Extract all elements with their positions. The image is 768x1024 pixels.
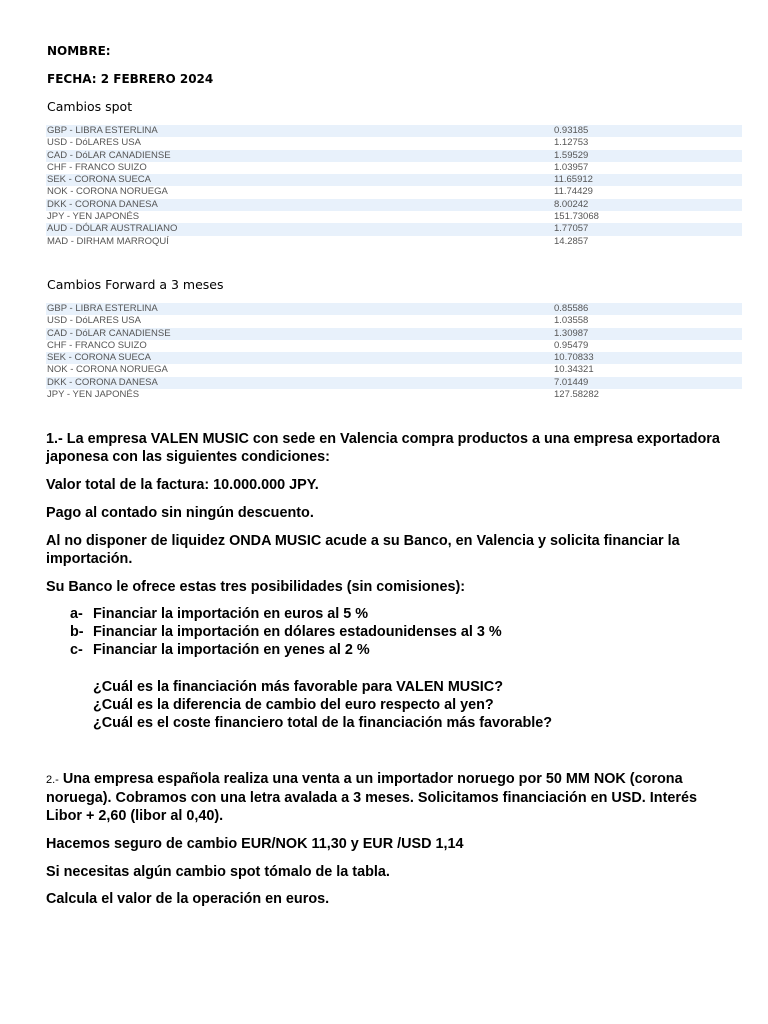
rate-cell: 151.73068 [554,211,599,223]
rate-cell: 1.03558 [554,315,589,327]
exercise1-payment: Pago al contado sin ningún descuento. [46,505,314,521]
currency-cell: DKK - CORONA DANESA [46,377,553,389]
option-marker: a- [70,606,83,622]
rate-row [46,236,742,248]
rate-row [46,223,742,235]
rate-row [46,174,742,186]
exercise1-invoice: Valor total de la factura: 10.000.000 JPY. [46,477,319,493]
rate-row [46,211,742,223]
currency-cell: MAD - DIRHAM MARROQUÍ [47,235,169,247]
currency-cell: SEK - CORONA SUECA [46,174,553,186]
rate-row [46,199,742,211]
rate-row [46,150,742,162]
rate-cell: 127.58282 [554,389,599,401]
exercise2-hedge: Hacemos seguro de cambio EUR/NOK 11,30 y EUR /USD 1,14 [46,836,464,852]
currency-cell: CAD - DóLAR CANADIENSE [46,150,553,162]
question-3: ¿Cuál es el coste financiero total de la financiación más favorable? [93,715,553,731]
rate-row [46,389,742,401]
currency-cell: USD - DóLARES USA [47,315,141,327]
currency-cell: AUD - DÓLAR AUSTRALIANO [46,223,553,235]
option-text: Financiar la importación en euros al 5 % [93,606,369,622]
currency-cell: CHF - FRANCO SUIZO [47,339,147,351]
rate-cell: 1.30987 [553,328,742,340]
forward-rates-table [46,303,742,401]
rate-row [46,364,742,376]
currency-cell: SEK - CORONA SUECA [46,352,553,364]
rate-row [46,137,742,149]
currency-cell: GBP - LIBRA ESTERLINA [46,125,553,137]
currency-cell: DKK - CORONA DANESA [46,199,553,211]
rate-row [46,125,742,137]
nombre-label: NOMBRE: [47,44,111,58]
exercise2-intro-text: Una empresa española realiza una venta a un importador noruego por 50 MM NOK (corona noruega). Cobramos con una letra avalada a 3 meses. Solicitamos financiación en USD. Interés Libor + 2,60 (libor al 0,40). [46,771,697,824]
option-text: Financiar la importación en yenes al 2 % [93,642,370,658]
option-b [70,623,502,641]
currency-cell: USD - DóLARES USA [47,137,141,149]
rate-cell: 8.00242 [553,199,742,211]
rate-cell: 10.70833 [553,352,742,364]
exercise1-liquidity: Al no disponer de liquidez ONDA MUSIC acude a su Banco, en Valencia y solicita financiar la importación. [46,533,680,567]
rate-cell: 1.59529 [553,150,742,162]
exercise2-spot-note: Si necesitas algún cambio spot tómalo de la tabla. [46,864,390,880]
question-1: ¿Cuál es la financiación más favorable para VALEN MUSIC? [93,679,503,695]
spot-rates-table [46,125,742,248]
option-a [70,605,368,623]
currency-cell: CAD - DóLAR CANADIENSE [46,328,553,340]
rate-row [46,377,742,389]
rate-row [46,340,742,352]
option-c [70,641,370,659]
currency-cell: JPY - YEN JAPONÉS [47,389,140,401]
rate-cell: 1.12753 [554,137,589,149]
exercise2-number: 2.- [46,774,59,786]
rate-row [46,315,742,327]
rate-row [46,186,742,198]
rate-row [46,162,742,174]
rate-cell: 11.65912 [553,174,742,186]
option-text: Financiar la importación en dólares estadounidenses al 3 % [93,624,502,640]
rate-cell: 11.74429 [554,186,593,198]
currency-cell: CHF - FRANCO SUIZO [47,161,147,173]
exercise1-intro: 1.- La empresa VALEN MUSIC con sede en Valencia compra productos a una empresa exportadora japonesa con las siguientes condiciones: [46,431,720,465]
rate-cell: 10.34321 [554,364,594,376]
option-marker: c- [70,642,83,658]
rate-row [46,328,742,340]
exercise2-intro [46,770,726,825]
rate-cell: 0.95479 [554,339,589,351]
currency-cell: JPY - YEN JAPONÉS [47,211,140,223]
rate-cell: 0.93185 [553,125,742,137]
exercise1-bank-offer: Su Banco le ofrece estas tres posibilidades (sin comisiones): [46,579,466,595]
option-marker: b- [70,624,84,640]
question-2: ¿Cuál es la diferencia de cambio del euro respecto al yen? [93,697,494,713]
spot-table-title: Cambios spot [47,99,133,114]
rate-cell: 7.01449 [553,377,742,389]
rate-cell: 1.03957 [554,161,589,173]
currency-cell: NOK - CORONA NORUEGA [47,364,168,376]
fecha-label: FECHA: 2 FEBRERO 2024 [47,72,214,86]
forward-table-title: Cambios Forward a 3 meses [47,277,224,292]
rate-cell: 14.2857 [554,235,589,247]
exercise2-task: Calcula el valor de la operación en euros. [46,891,330,907]
rate-cell: 1.77057 [553,223,742,235]
currency-cell: GBP - LIBRA ESTERLINA [46,303,553,315]
currency-cell: NOK - CORONA NORUEGA [47,186,168,198]
rate-row [46,352,742,364]
rate-cell: 0.85586 [553,303,742,315]
rate-row [46,303,742,315]
